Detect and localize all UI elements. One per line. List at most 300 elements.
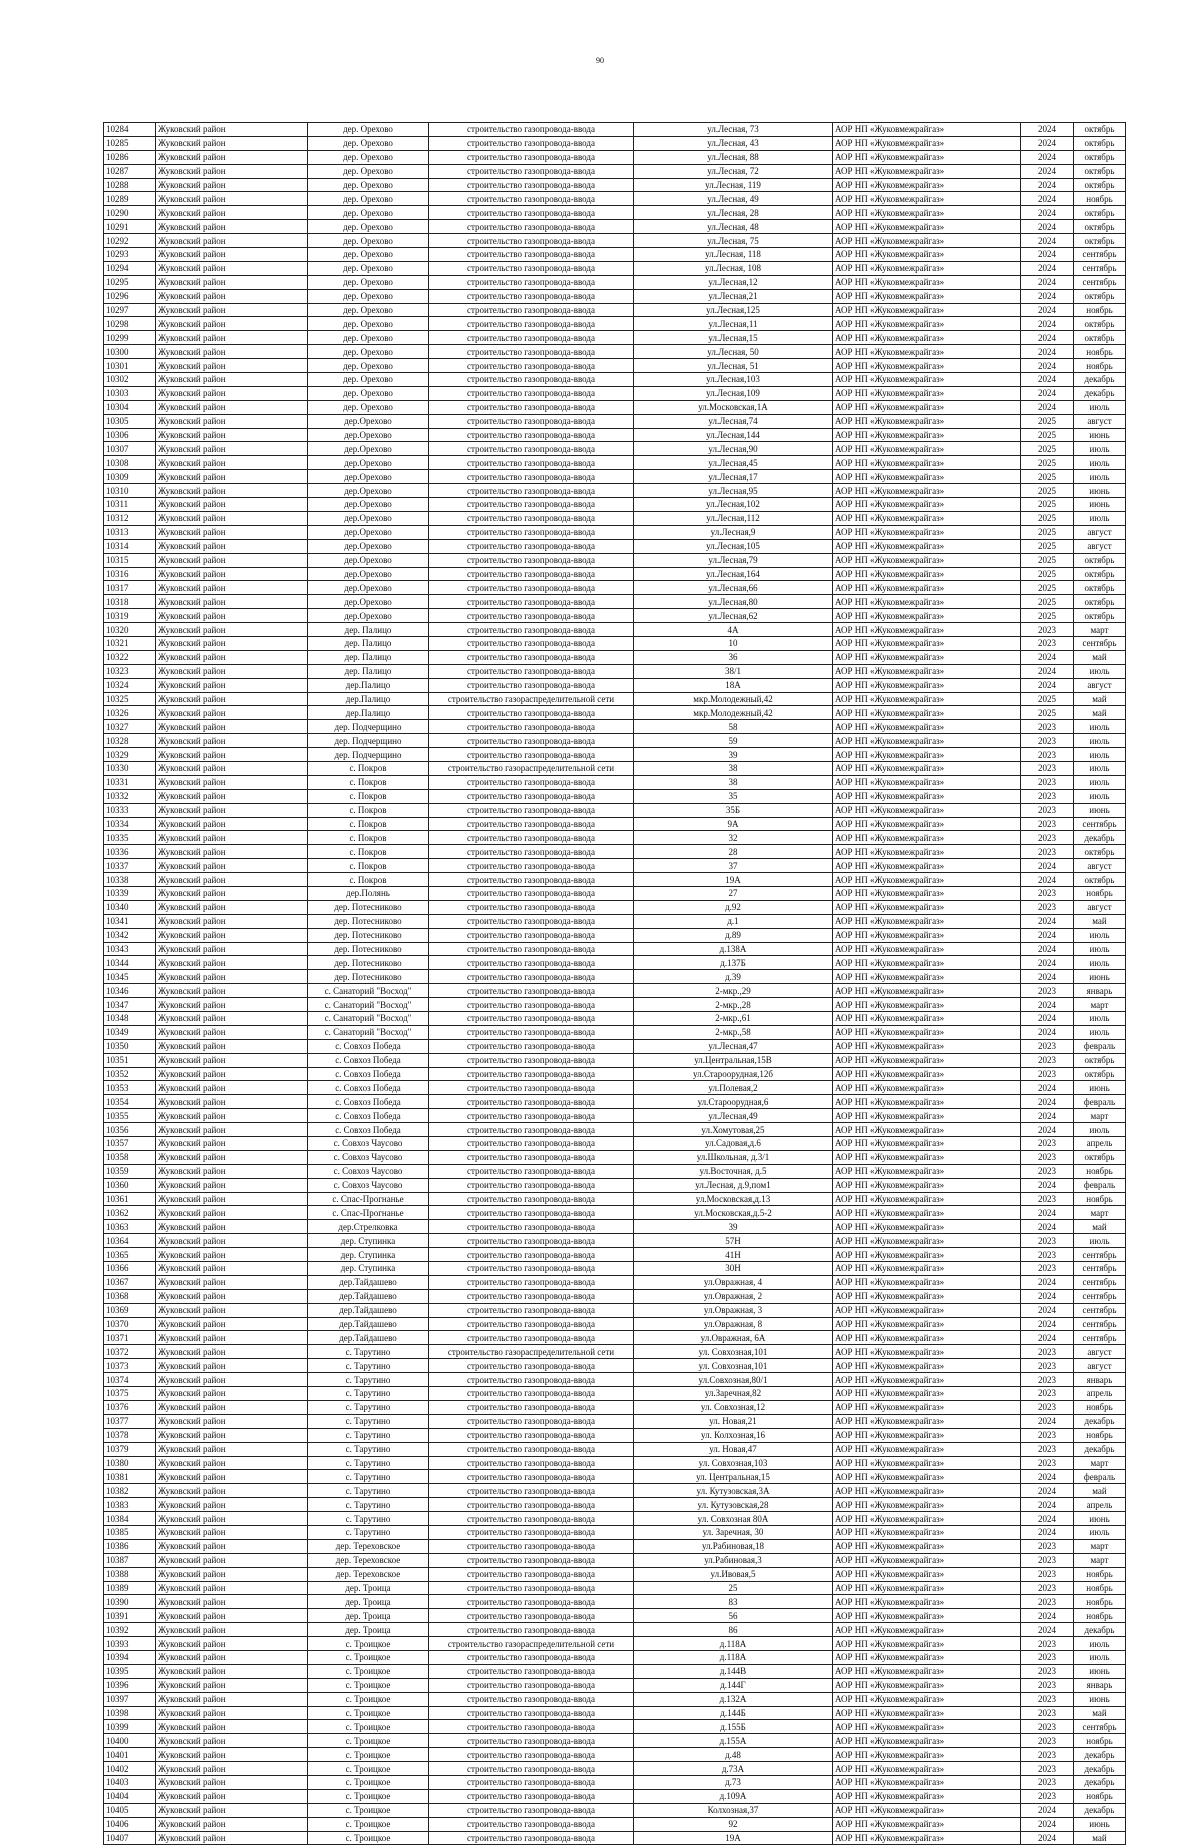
address-cell: ул. Совхозная,101 [634, 1345, 833, 1359]
table-row [104, 275, 1126, 289]
year-cell: 2023 [1021, 845, 1074, 859]
table-row [104, 1595, 1126, 1609]
contractor-cell: АОР НП «Жуковмежрайгаз» [833, 400, 1021, 414]
address-cell: ул.Московская,д.5-2 [634, 1206, 833, 1220]
row-number-cell: 10395 [104, 1664, 156, 1678]
contractor-cell: АОР НП «Жуковмежрайгаз» [833, 928, 1021, 942]
address-cell: 18А [634, 678, 833, 692]
address-cell: 35Б [634, 803, 833, 817]
district-cell: Жуковский район [156, 1734, 308, 1748]
settlement-cell: дер. Орехово [308, 275, 429, 289]
row-number-cell: 10390 [104, 1595, 156, 1609]
address-cell: д.137Б [634, 956, 833, 970]
district-cell: Жуковский район [156, 1012, 308, 1026]
district-cell: Жуковский район [156, 1775, 308, 1789]
table-row [104, 970, 1126, 984]
row-number-cell: 10347 [104, 998, 156, 1012]
row-number-cell: 10375 [104, 1387, 156, 1401]
work-type-cell: строительство газопровода-ввода [429, 164, 634, 178]
table-row [104, 1553, 1126, 1567]
table-row [104, 1817, 1126, 1831]
work-type-cell: строительство газопровода-ввода [429, 1303, 634, 1317]
row-number-cell: 10392 [104, 1623, 156, 1637]
settlement-cell: с. Покров [308, 761, 429, 775]
settlement-cell: с. Тарутино [308, 1525, 429, 1539]
settlement-cell: дер. Палицо [308, 623, 429, 637]
month-cell: октябрь [1074, 567, 1126, 581]
address-cell: д.92 [634, 900, 833, 914]
settlement-cell: дер.Полянь [308, 886, 429, 900]
district-cell: Жуковский район [156, 1470, 308, 1484]
row-number-cell: 10290 [104, 206, 156, 220]
table-row [104, 1637, 1126, 1651]
contractor-cell: АОР НП «Жуковмежрайгаз» [833, 303, 1021, 317]
row-number-cell: 10359 [104, 1164, 156, 1178]
contractor-cell: АОР НП «Жуковмежрайгаз» [833, 359, 1021, 373]
table-row [104, 553, 1126, 567]
settlement-cell: дер. Орехово [308, 150, 429, 164]
work-type-cell: строительство газопровода-ввода [429, 261, 634, 275]
row-number-cell: 10287 [104, 164, 156, 178]
settlement-cell: дер.Тайдашево [308, 1331, 429, 1345]
table-row [104, 873, 1126, 887]
year-cell: 2024 [1021, 317, 1074, 331]
year-cell: 2023 [1021, 886, 1074, 900]
work-type-cell: строительство газопровода-ввода [429, 1692, 634, 1706]
table-row [104, 650, 1126, 664]
district-cell: Жуковский район [156, 484, 308, 498]
settlement-cell: с. Совхоз Победа [308, 1053, 429, 1067]
contractor-cell: АОР НП «Жуковмежрайгаз» [833, 1053, 1021, 1067]
year-cell: 2023 [1021, 1067, 1074, 1081]
table-row [104, 1012, 1126, 1026]
table-row [104, 1678, 1126, 1692]
district-cell: Жуковский район [156, 525, 308, 539]
settlement-cell: с. Санаторий "Восход" [308, 1025, 429, 1039]
district-cell: Жуковский район [156, 1428, 308, 1442]
year-cell: 2023 [1021, 1456, 1074, 1470]
work-type-cell: строительство газопровода-ввода [429, 720, 634, 734]
month-cell: январь [1074, 984, 1126, 998]
work-type-cell: строительство газопровода-ввода [429, 136, 634, 150]
work-type-cell: строительство газопровода-ввода [429, 275, 634, 289]
district-cell: Жуковский район [156, 1192, 308, 1206]
settlement-cell: дер. Троица [308, 1609, 429, 1623]
year-cell: 2024 [1021, 400, 1074, 414]
settlement-cell: дер.Орехово [308, 484, 429, 498]
settlement-cell: дер. Орехово [308, 303, 429, 317]
settlement-cell: с. Тарутино [308, 1456, 429, 1470]
table-row [104, 831, 1126, 845]
work-type-cell: строительство газопровода-ввода [429, 1137, 634, 1151]
table-row [104, 900, 1126, 914]
month-cell: август [1074, 1345, 1126, 1359]
district-cell: Жуковский район [156, 984, 308, 998]
district-cell: Жуковский район [156, 1359, 308, 1373]
work-type-cell: строительство газопровода-ввода [429, 1400, 634, 1414]
month-cell: август [1074, 525, 1126, 539]
settlement-cell: с. Совхоз Чаусово [308, 1178, 429, 1192]
work-type-cell: строительство газораспределительной сети [429, 1637, 634, 1651]
district-cell: Жуковский район [156, 498, 308, 512]
district-cell: Жуковский район [156, 1623, 308, 1637]
contractor-cell: АОР НП «Жуковмежрайгаз» [833, 1345, 1021, 1359]
table-row [104, 664, 1126, 678]
work-type-cell: строительство газопровода-ввода [429, 942, 634, 956]
settlement-cell: дер. Орехово [308, 386, 429, 400]
district-cell: Жуковский район [156, 386, 308, 400]
address-cell: ул.Лесная, 28 [634, 206, 833, 220]
district-cell: Жуковский район [156, 900, 308, 914]
table-row [104, 803, 1126, 817]
district-cell: Жуковский район [156, 359, 308, 373]
work-type-cell: строительство газопровода-ввода [429, 1289, 634, 1303]
work-type-cell: строительство газопровода-ввода [429, 1331, 634, 1345]
row-number-cell: 10295 [104, 275, 156, 289]
work-type-cell: строительство газопровода-ввода [429, 609, 634, 623]
settlement-cell: дер. Ступинка [308, 1262, 429, 1276]
work-type-cell: строительство газопровода-ввода [429, 303, 634, 317]
contractor-cell: АОР НП «Жуковмежрайгаз» [833, 623, 1021, 637]
district-cell: Жуковский район [156, 720, 308, 734]
year-cell: 2024 [1021, 1623, 1074, 1637]
address-cell: 2-мкр.,61 [634, 1012, 833, 1026]
year-cell: 2024 [1021, 1123, 1074, 1137]
work-type-cell: строительство газопровода-ввода [429, 1817, 634, 1831]
table-row [104, 914, 1126, 928]
district-cell: Жуковский район [156, 1373, 308, 1387]
table-row [104, 1831, 1126, 1845]
work-type-cell: строительство газопровода-ввода [429, 1067, 634, 1081]
table-row [104, 400, 1126, 414]
district-cell: Жуковский район [156, 1275, 308, 1289]
work-type-cell: строительство газопровода-ввода [429, 123, 634, 137]
address-cell: ул.Лесная,125 [634, 303, 833, 317]
year-cell: 2023 [1021, 1442, 1074, 1456]
row-number-cell: 10350 [104, 1039, 156, 1053]
year-cell: 2024 [1021, 192, 1074, 206]
row-number-cell: 10326 [104, 706, 156, 720]
table-body [104, 123, 1126, 1845]
table-row [104, 192, 1126, 206]
work-type-cell: строительство газопровода-ввода [429, 1387, 634, 1401]
month-cell: ноябрь [1074, 1789, 1126, 1803]
work-type-cell: строительство газопровода-ввода [429, 1248, 634, 1262]
settlement-cell: с. Троицкое [308, 1748, 429, 1762]
row-number-cell: 10398 [104, 1706, 156, 1720]
month-cell: июль [1074, 775, 1126, 789]
year-cell: 2024 [1021, 331, 1074, 345]
settlement-cell: с. Покров [308, 789, 429, 803]
address-cell: ул.Лесная,109 [634, 386, 833, 400]
address-cell: ул. Совхозная,101 [634, 1359, 833, 1373]
year-cell: 2023 [1021, 1137, 1074, 1151]
table-row [104, 456, 1126, 470]
year-cell: 2024 [1021, 136, 1074, 150]
settlement-cell: дер. Ступинка [308, 1248, 429, 1262]
month-cell: декабрь [1074, 1775, 1126, 1789]
table-row [104, 1095, 1126, 1109]
year-cell: 2023 [1021, 1567, 1074, 1581]
month-cell: декабрь [1074, 1442, 1126, 1456]
district-cell: Жуковский район [156, 706, 308, 720]
contractor-cell: АОР НП «Жуковмежрайгаз» [833, 206, 1021, 220]
year-cell: 2025 [1021, 581, 1074, 595]
district-cell: Жуковский район [156, 248, 308, 262]
contractor-cell: АОР НП «Жуковмежрайгаз» [833, 1262, 1021, 1276]
month-cell: ноябрь [1074, 1609, 1126, 1623]
contractor-cell: АОР НП «Жуковмежрайгаз» [833, 803, 1021, 817]
table-row [104, 1206, 1126, 1220]
contractor-cell: АОР НП «Жуковмежрайгаз» [833, 1498, 1021, 1512]
row-number-cell: 10330 [104, 761, 156, 775]
settlement-cell: дер.Орехово [308, 456, 429, 470]
district-cell: Жуковский район [156, 581, 308, 595]
address-cell: д.144В [634, 1664, 833, 1678]
address-cell: ул.Школьная, д.3/1 [634, 1150, 833, 1164]
address-cell: ул.Восточная, д.5 [634, 1164, 833, 1178]
work-type-cell: строительство газопровода-ввода [429, 789, 634, 803]
contractor-cell: АОР НП «Жуковмежрайгаз» [833, 498, 1021, 512]
work-type-cell: строительство газопровода-ввода [429, 456, 634, 470]
contractor-cell: АОР НП «Жуковмежрайгаз» [833, 1428, 1021, 1442]
year-cell: 2024 [1021, 275, 1074, 289]
contractor-cell: АОР НП «Жуковмежрайгаз» [833, 984, 1021, 998]
year-cell: 2023 [1021, 734, 1074, 748]
settlement-cell: дер.Тайдашево [308, 1289, 429, 1303]
row-number-cell: 10302 [104, 373, 156, 387]
contractor-cell: АОР НП «Жуковмежрайгаз» [833, 414, 1021, 428]
row-number-cell: 10305 [104, 414, 156, 428]
month-cell: сентябрь [1074, 817, 1126, 831]
month-cell: июнь [1074, 498, 1126, 512]
row-number-cell: 10329 [104, 748, 156, 762]
work-type-cell: строительство газопровода-ввода [429, 678, 634, 692]
contractor-cell: АОР НП «Жуковмежрайгаз» [833, 1220, 1021, 1234]
table-row [104, 1164, 1126, 1178]
table-row [104, 1762, 1126, 1776]
contractor-cell: АОР НП «Жуковмежрайгаз» [833, 1456, 1021, 1470]
address-cell: ул. Совхозная 80А [634, 1512, 833, 1526]
district-cell: Жуковский район [156, 1039, 308, 1053]
address-cell: 57Н [634, 1234, 833, 1248]
work-type-cell: строительство газопровода-ввода [429, 1095, 634, 1109]
work-type-cell: строительство газопровода-ввода [429, 1525, 634, 1539]
district-cell: Жуковский район [156, 1387, 308, 1401]
row-number-cell: 10376 [104, 1400, 156, 1414]
month-cell: август [1074, 900, 1126, 914]
district-cell: Жуковский район [156, 734, 308, 748]
district-cell: Жуковский район [156, 873, 308, 887]
district-cell: Жуковский район [156, 1234, 308, 1248]
table-row [104, 623, 1126, 637]
row-number-cell: 10399 [104, 1720, 156, 1734]
contractor-cell: АОР НП «Жуковмежрайгаз» [833, 123, 1021, 137]
year-cell: 2024 [1021, 1817, 1074, 1831]
month-cell: октябрь [1074, 1067, 1126, 1081]
row-number-cell: 10340 [104, 900, 156, 914]
year-cell: 2024 [1021, 359, 1074, 373]
table-row [104, 678, 1126, 692]
district-cell: Жуковский район [156, 678, 308, 692]
address-cell: ул. Кутузовская,28 [634, 1498, 833, 1512]
row-number-cell: 10370 [104, 1317, 156, 1331]
contractor-cell: АОР НП «Жуковмежрайгаз» [833, 386, 1021, 400]
settlement-cell: с. Тарутино [308, 1387, 429, 1401]
work-type-cell: строительство газопровода-ввода [429, 748, 634, 762]
address-cell: 19А [634, 873, 833, 887]
table-row [104, 942, 1126, 956]
district-cell: Жуковский район [156, 1720, 308, 1734]
row-number-cell: 10325 [104, 692, 156, 706]
contractor-cell: АОР НП «Жуковмежрайгаз» [833, 1206, 1021, 1220]
district-cell: Жуковский район [156, 1637, 308, 1651]
month-cell: ноябрь [1074, 359, 1126, 373]
month-cell: ноябрь [1074, 1428, 1126, 1442]
settlement-cell: с. Совхоз Победа [308, 1123, 429, 1137]
settlement-cell: дер. Троица [308, 1623, 429, 1637]
district-cell: Жуковский район [156, 1525, 308, 1539]
year-cell: 2023 [1021, 748, 1074, 762]
table-row [104, 261, 1126, 275]
settlement-cell: с. Покров [308, 817, 429, 831]
row-number-cell: 10338 [104, 873, 156, 887]
work-type-cell: строительство газопровода-ввода [429, 1484, 634, 1498]
row-number-cell: 10293 [104, 248, 156, 262]
address-cell: 38 [634, 761, 833, 775]
settlement-cell: с. Тарутино [308, 1498, 429, 1512]
month-cell: июль [1074, 928, 1126, 942]
district-cell: Жуковский район [156, 553, 308, 567]
work-type-cell: строительство газопровода-ввода [429, 1220, 634, 1234]
month-cell: август [1074, 414, 1126, 428]
settlement-cell: дер. Орехово [308, 136, 429, 150]
address-cell: д.132А [634, 1692, 833, 1706]
settlement-cell: с. Троицкое [308, 1650, 429, 1664]
row-number-cell: 10296 [104, 289, 156, 303]
work-type-cell: строительство газопровода-ввода [429, 1192, 634, 1206]
work-type-cell: строительство газопровода-ввода [429, 664, 634, 678]
work-type-cell: строительство газопровода-ввода [429, 1317, 634, 1331]
year-cell: 2023 [1021, 1720, 1074, 1734]
district-cell: Жуковский район [156, 942, 308, 956]
year-cell: 2024 [1021, 859, 1074, 873]
year-cell: 2024 [1021, 1470, 1074, 1484]
work-type-cell: строительство газопровода-ввода [429, 1762, 634, 1776]
table-row [104, 609, 1126, 623]
table-row [104, 1289, 1126, 1303]
settlement-cell: с. Тарутино [308, 1373, 429, 1387]
district-cell: Жуковский район [156, 442, 308, 456]
district-cell: Жуковский район [156, 1150, 308, 1164]
work-type-cell: строительство газопровода-ввода [429, 1150, 634, 1164]
year-cell: 2023 [1021, 1734, 1074, 1748]
settlement-cell: с. Троицкое [308, 1817, 429, 1831]
district-cell: Жуковский район [156, 400, 308, 414]
work-type-cell: строительство газопровода-ввода [429, 1595, 634, 1609]
address-cell: ул.Центральная,15В [634, 1053, 833, 1067]
settlement-cell: дер.Орехово [308, 567, 429, 581]
year-cell: 2023 [1021, 761, 1074, 775]
month-cell: апрель [1074, 1137, 1126, 1151]
month-cell: февраль [1074, 1470, 1126, 1484]
contractor-cell: АОР НП «Жуковмежрайгаз» [833, 234, 1021, 248]
contractor-cell: АОР НП «Жуковмежрайгаз» [833, 678, 1021, 692]
address-cell: ул.Лесная,49 [634, 1109, 833, 1123]
address-cell: 38 [634, 775, 833, 789]
year-cell: 2024 [1021, 178, 1074, 192]
address-cell: 36 [634, 650, 833, 664]
month-cell: май [1074, 1484, 1126, 1498]
address-cell: д.155А [634, 1734, 833, 1748]
table-row [104, 748, 1126, 762]
district-cell: Жуковский район [156, 1025, 308, 1039]
year-cell: 2024 [1021, 1289, 1074, 1303]
contractor-cell: АОР НП «Жуковмежрайгаз» [833, 345, 1021, 359]
district-cell: Жуковский район [156, 178, 308, 192]
contractor-cell: АОР НП «Жуковмежрайгаз» [833, 1734, 1021, 1748]
address-cell: д.118А [634, 1637, 833, 1651]
year-cell: 2023 [1021, 1428, 1074, 1442]
month-cell: октябрь [1074, 220, 1126, 234]
address-cell: ул. Кутузовская,3А [634, 1484, 833, 1498]
address-cell: ул.Лесная, 119 [634, 178, 833, 192]
work-type-cell: строительство газопровода-ввода [429, 998, 634, 1012]
year-cell: 2025 [1021, 428, 1074, 442]
year-cell: 2024 [1021, 1331, 1074, 1345]
row-number-cell: 10288 [104, 178, 156, 192]
table-row [104, 386, 1126, 400]
month-cell: март [1074, 623, 1126, 637]
month-cell: июль [1074, 761, 1126, 775]
year-cell: 2023 [1021, 1775, 1074, 1789]
contractor-cell: АОР НП «Жуковмежрайгаз» [833, 1400, 1021, 1414]
work-type-cell: строительство газопровода-ввода [429, 553, 634, 567]
table-row [104, 692, 1126, 706]
table-row [104, 1650, 1126, 1664]
month-cell: август [1074, 1359, 1126, 1373]
work-type-cell: строительство газораспределительной сети [429, 1345, 634, 1359]
district-cell: Жуковский район [156, 1484, 308, 1498]
row-number-cell: 10306 [104, 428, 156, 442]
address-cell: ул.Овражная, 3 [634, 1303, 833, 1317]
work-type-cell: строительство газопровода-ввода [429, 984, 634, 998]
month-cell: май [1074, 706, 1126, 720]
district-cell: Жуковский район [156, 331, 308, 345]
contractor-cell: АОР НП «Жуковмежрайгаз» [833, 1178, 1021, 1192]
work-type-cell: строительство газопровода-ввода [429, 1748, 634, 1762]
row-number-cell: 10323 [104, 664, 156, 678]
settlement-cell: дер.Орехово [308, 442, 429, 456]
work-type-cell: строительство газопровода-ввода [429, 331, 634, 345]
month-cell: июнь [1074, 1692, 1126, 1706]
month-cell: ноябрь [1074, 1400, 1126, 1414]
year-cell: 2024 [1021, 206, 1074, 220]
table-row [104, 595, 1126, 609]
table-row [104, 1400, 1126, 1414]
contractor-cell: АОР НП «Жуковмежрайгаз» [833, 650, 1021, 664]
district-cell: Жуковский район [156, 539, 308, 553]
settlement-cell: с. Троицкое [308, 1664, 429, 1678]
settlement-cell: с. Троицкое [308, 1775, 429, 1789]
work-type-cell: строительство газопровода-ввода [429, 928, 634, 942]
settlement-cell: дер.Орехово [308, 525, 429, 539]
month-cell: июнь [1074, 1817, 1126, 1831]
month-cell: сентябрь [1074, 1275, 1126, 1289]
address-cell: ул.Лесная,11 [634, 317, 833, 331]
settlement-cell: с. Тарутино [308, 1512, 429, 1526]
address-cell: ул.Заречная,82 [634, 1387, 833, 1401]
